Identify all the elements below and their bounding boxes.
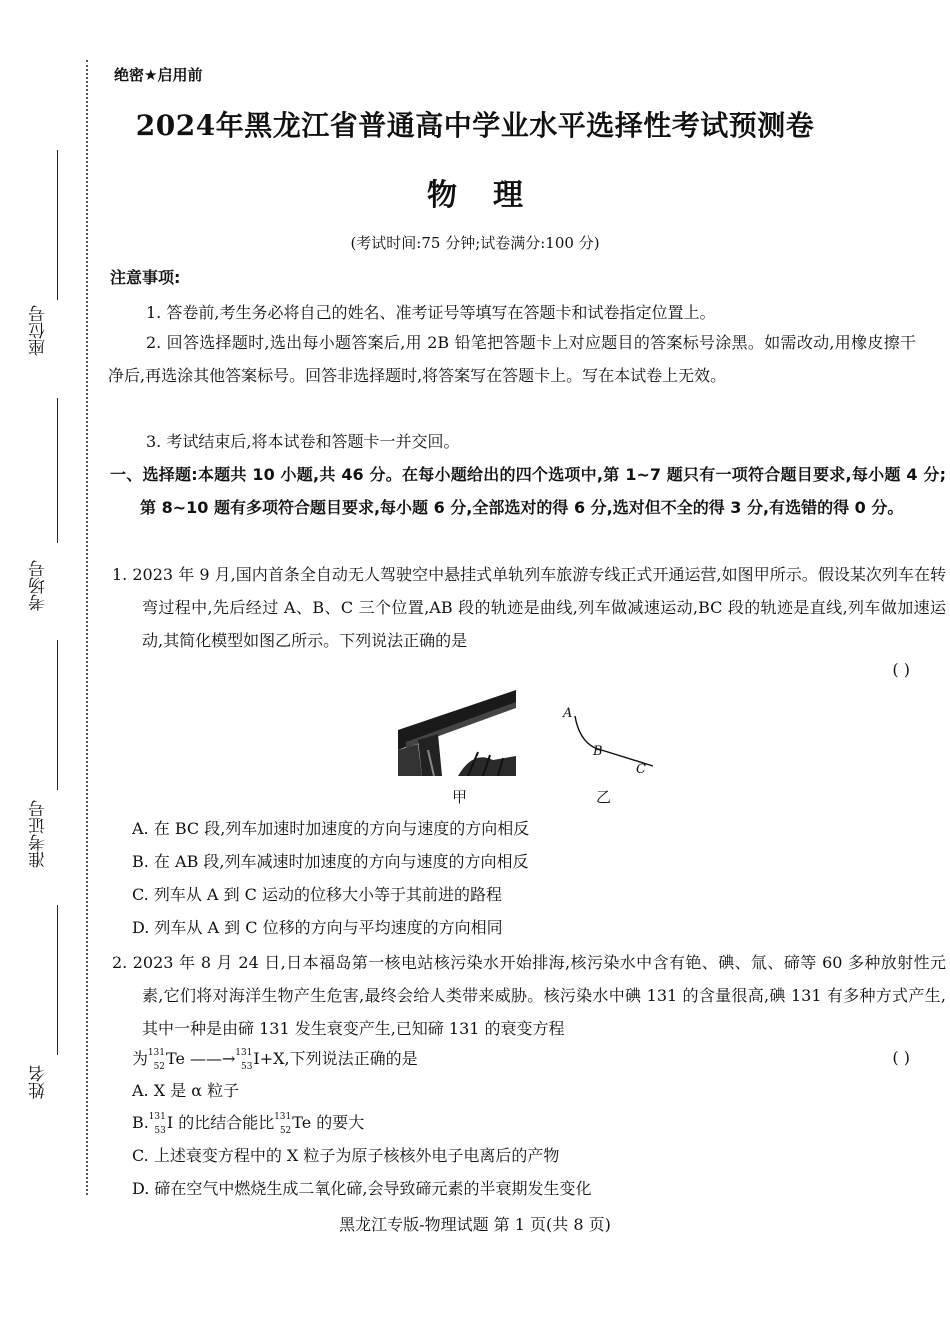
q2-option-c: C. 上述衰变方程中的 X 粒子为原子核核外电子电离后的产物 xyxy=(132,1146,560,1165)
page-footer: 黑龙江专版-物理试题 第 1 页(共 8 页) xyxy=(339,1215,611,1234)
q2-option-d: D. 碲在空气中燃烧生成二氧化碲,会导致碲元素的半衰期发生变化 xyxy=(132,1179,592,1198)
notice-title: 注意事项: xyxy=(110,268,181,287)
binding-dotted-line xyxy=(86,60,88,1195)
name-label: 姓名 xyxy=(29,1065,49,1099)
question-2-answer-paren: ( ) xyxy=(892,1048,910,1067)
q1-option-b: B. 在 AB 段,列车减速时加速度的方向与速度的方向相反 xyxy=(132,852,529,871)
room-label: 考场号 xyxy=(29,560,49,611)
figure-b-caption: 乙 xyxy=(596,788,612,806)
question-1-answer-paren: ( ) xyxy=(892,660,910,679)
exam-info: (考试时间:75 分钟;试卷满分:100 分) xyxy=(350,234,600,252)
point-b-label: B xyxy=(593,744,603,759)
subject-title: 物理 xyxy=(427,178,559,213)
room-line xyxy=(57,640,58,790)
notice-item-2: 2. 回答选择题时,选出每小题答案后,用 2B 铅笔把答题卡上对应题目的答案标号涂黑。如需改动,用橡皮擦干净后,再选涂其他答案标号。回答非选择题时,将答案写在答题卡上。写在本试卷上无效。 xyxy=(108,333,916,385)
figure-monorail-photo xyxy=(398,690,516,776)
q1-option-c: C. 列车从 A 到 C 运动的位移大小等于其前进的路程 xyxy=(132,885,502,904)
decay-equation: 为 131 52 Te ——→ 131 53 I+X,下列说法正确的是 xyxy=(132,1048,418,1072)
notice-item-3: 3. 考试结束后,将本试卷和答题卡一并交回。 xyxy=(146,432,460,451)
q2-option-b: B. 131 53 I 的比结合能比 131 52 Te 的要大 xyxy=(132,1112,365,1136)
secret-mark: 绝密★启用前 xyxy=(114,66,203,84)
figure-a-caption: 甲 xyxy=(452,788,468,806)
question-1-stem: 1. 2023 年 9 月,国内首条全自动无人驾驶空中悬挂式单轨列车旅游专线正式开通运营,如图甲所示。假设某次列车在转弯过程中,先后经过 A、B、C 三个位置,AB 段的轨迹是曲线,列车做减速运动,BC 段的轨迹是直线,列车做加速运动,其简化模型如图乙所示。下列说法正确的是 xyxy=(112,565,946,650)
i-nuclide: 131 53 xyxy=(235,1048,253,1072)
trajectory-curve-ab xyxy=(575,716,595,748)
te-nuclide: 131 52 xyxy=(147,1048,166,1072)
q1-option-d: D. 列车从 A 到 C 位移的方向与平均速度的方向相同 xyxy=(132,918,503,937)
point-c-label: C xyxy=(636,762,646,777)
q1-option-a: A. 在 BC 段,列车加速时加速度的方向与速度的方向相反 xyxy=(132,819,530,838)
seat-line-2 xyxy=(57,398,58,543)
ticket-line xyxy=(57,905,58,1055)
q2-option-a: A. X 是 α 粒子 xyxy=(132,1081,240,1100)
point-a-label: A xyxy=(563,706,573,721)
seat-label: 座位号 xyxy=(29,305,49,356)
arrow: ——→ xyxy=(190,1049,236,1068)
notice-item-1: 1. 答卷前,考生务必将自己的姓名、准考证号等填写在答题卡和试卷指定位置上。 xyxy=(146,303,716,322)
section-heading: 一、选择题:本题共 10 小题,共 46 分。在每小题给出的四个选项中,第 1~7 题只有一项符合题目要求,每小题 4 分;第 8~10 题有多项符合题目要求,每小题 6 分,全部选对的得 6 分,选对但不全的得 3 分,有选错的得 0 分。 xyxy=(110,465,946,517)
page-title: 2024年黑龙江省普通高中学业水平选择性考试预测卷 xyxy=(135,109,815,142)
question-2-stem: 2. 2023 年 8 月 24 日,日本福岛第一核电站核污染水开始排海,核污染水中含有铯、碘、氚、碲等 60 多种放射性元素,它们将对海洋生物产生危害,最终会给人类带来威胁。核污染水中碘 131 的含量很高,碘 131 有多种方式产生,其中一种是由碲 131 发生衰变产生,已知碲 131 的衰变方程 xyxy=(112,953,946,1038)
ticket-label: 准考证号 xyxy=(29,800,49,868)
